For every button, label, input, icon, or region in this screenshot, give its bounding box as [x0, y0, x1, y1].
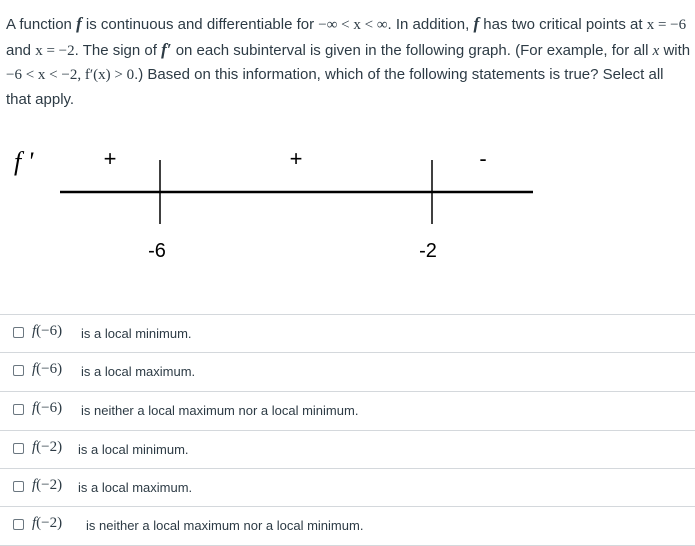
- checkbox[interactable]: [13, 404, 24, 415]
- checkbox[interactable]: [13, 481, 24, 492]
- option-f-neg6-local-min[interactable]: [0, 314, 695, 353]
- question-text: [6, 12, 692, 112]
- checkbox[interactable]: [13, 443, 24, 454]
- sign-label: +: [103, 146, 117, 171]
- option-text: is a local minimum.: [81, 326, 192, 341]
- critical-point-expression: x = −6: [646, 17, 687, 33]
- option-function: f: [32, 439, 37, 455]
- option-text: is neither a local maximum nor a local minimum.: [86, 518, 364, 533]
- variable-symbol: x: [652, 42, 660, 59]
- option-text: is a local minimum.: [78, 442, 189, 457]
- question-fragment: is continuous and differentiable for: [81, 16, 319, 33]
- option-expression: [32, 361, 62, 378]
- option-f-neg2-local-max[interactable]: [0, 468, 695, 507]
- option-argument: (−2): [36, 439, 63, 455]
- derivative-label: f ': [14, 147, 34, 176]
- sign-label: +: [289, 146, 303, 171]
- checkbox[interactable]: [13, 519, 24, 530]
- question-fragment: and: [6, 41, 36, 59]
- option-expression: [32, 477, 62, 494]
- sign-label: -: [479, 146, 487, 171]
- option-expression: [32, 515, 62, 532]
- checkbox[interactable]: [13, 365, 24, 376]
- question-fragment: with: [659, 41, 691, 59]
- option-text: is a local maximum.: [78, 480, 193, 495]
- option-expression: [32, 400, 62, 417]
- option-f-neg6-local-max[interactable]: [0, 352, 695, 391]
- question-fragment: on each subinterval is given in the following graph. (For example, for all: [171, 41, 653, 59]
- question-fragment: . The sign of: [74, 41, 162, 59]
- option-text: is neither a local maximum nor a local minimum.: [81, 403, 359, 418]
- option-expression: [32, 439, 62, 456]
- tick-label: -2: [419, 240, 437, 262]
- question-fragment: .) Based on this information, which of the following statements is true? Select all that apply.: [6, 66, 664, 108]
- option-argument: (−6): [36, 400, 63, 416]
- option-function: f: [32, 400, 37, 416]
- option-argument: (−6): [36, 361, 63, 377]
- domain-expression: −∞ < x < ∞: [318, 17, 388, 33]
- option-f-neg2-local-min[interactable]: [0, 430, 695, 469]
- question-fragment: . In addition,: [387, 16, 474, 33]
- derivative-symbol: f′: [161, 39, 172, 59]
- option-argument: (−2): [36, 477, 63, 493]
- question-fragment: A function: [6, 16, 77, 33]
- option-function: f: [32, 361, 37, 377]
- option-f-neg2-neither[interactable]: [0, 506, 695, 546]
- option-argument: (−6): [36, 323, 63, 339]
- option-function: f: [32, 515, 37, 531]
- tick-label: -6: [148, 240, 166, 262]
- inequality-expression: −6 < x < −2, f′(x) > 0: [6, 67, 135, 83]
- sign-chart: [0, 140, 695, 280]
- function-symbol: f: [473, 14, 480, 33]
- option-expression: [32, 323, 62, 340]
- function-symbol: f: [76, 14, 82, 33]
- option-f-neg6-neither[interactable]: [0, 391, 695, 430]
- option-function: f: [32, 323, 37, 339]
- option-argument: (−2): [36, 515, 63, 531]
- critical-point-expression: x = −2: [35, 42, 75, 59]
- option-text: is a local maximum.: [81, 364, 196, 379]
- option-function: f: [32, 477, 37, 493]
- question-fragment: has two critical points at: [479, 16, 647, 33]
- checkbox[interactable]: [13, 327, 24, 338]
